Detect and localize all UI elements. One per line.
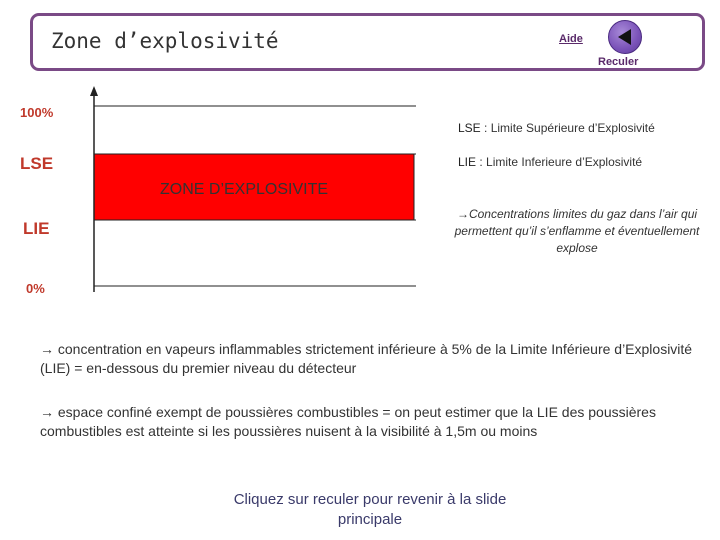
label-lse: LSE <box>20 154 54 173</box>
footer-note: Cliquez sur reculer pour revenir à la slide principale <box>233 491 507 528</box>
back-label[interactable]: Reculer <box>598 56 639 68</box>
lse-definition <box>458 121 655 135</box>
lie-abbr: LIE <box>458 155 477 169</box>
label-0: 0% <box>26 281 45 296</box>
help-link[interactable]: Aide <box>559 33 583 45</box>
lse-text: : Limite Supérieure d’Explosivité <box>484 121 655 135</box>
page-title: Zone d’explosivité <box>51 29 279 53</box>
paragraph-dust <box>40 403 710 441</box>
concentration-text: Concentrations limites du gaz dans l’air qui permettent qu’il s’enflamme et éventuellement explose <box>454 207 700 255</box>
zone-label: ZONE D’EXPLOSIVITE <box>160 181 329 198</box>
lse-abbr: LSE <box>458 121 481 135</box>
paragraph-dust-text: espace confiné exempt de poussières combustibles = on peut estimer que la LIE des poussières combustibles est atteinte si les poussières nuisent à la visibilité à 1,5m ou moins <box>40 404 656 439</box>
arrow-right-icon: → <box>40 404 54 420</box>
paragraph-vapour-text: concentration en vapeurs inflammables strictement inférieure à 5% de la Limite Inférieure d’Explosivité (LIE) = en-dessous du premier niveau du détecteur <box>40 341 693 376</box>
lie-definition <box>458 155 642 169</box>
paragraph-vapour <box>40 340 710 378</box>
label-lie: LIE <box>23 219 50 238</box>
concentration-note <box>452 206 702 257</box>
axis-arrow-icon <box>90 86 98 96</box>
arrow-right-icon: → <box>456 207 469 221</box>
label-100: 100% <box>20 105 54 120</box>
lie-text: : Limite Inferieure d’Explosivité <box>479 155 643 169</box>
arrow-right-icon: → <box>40 341 54 357</box>
